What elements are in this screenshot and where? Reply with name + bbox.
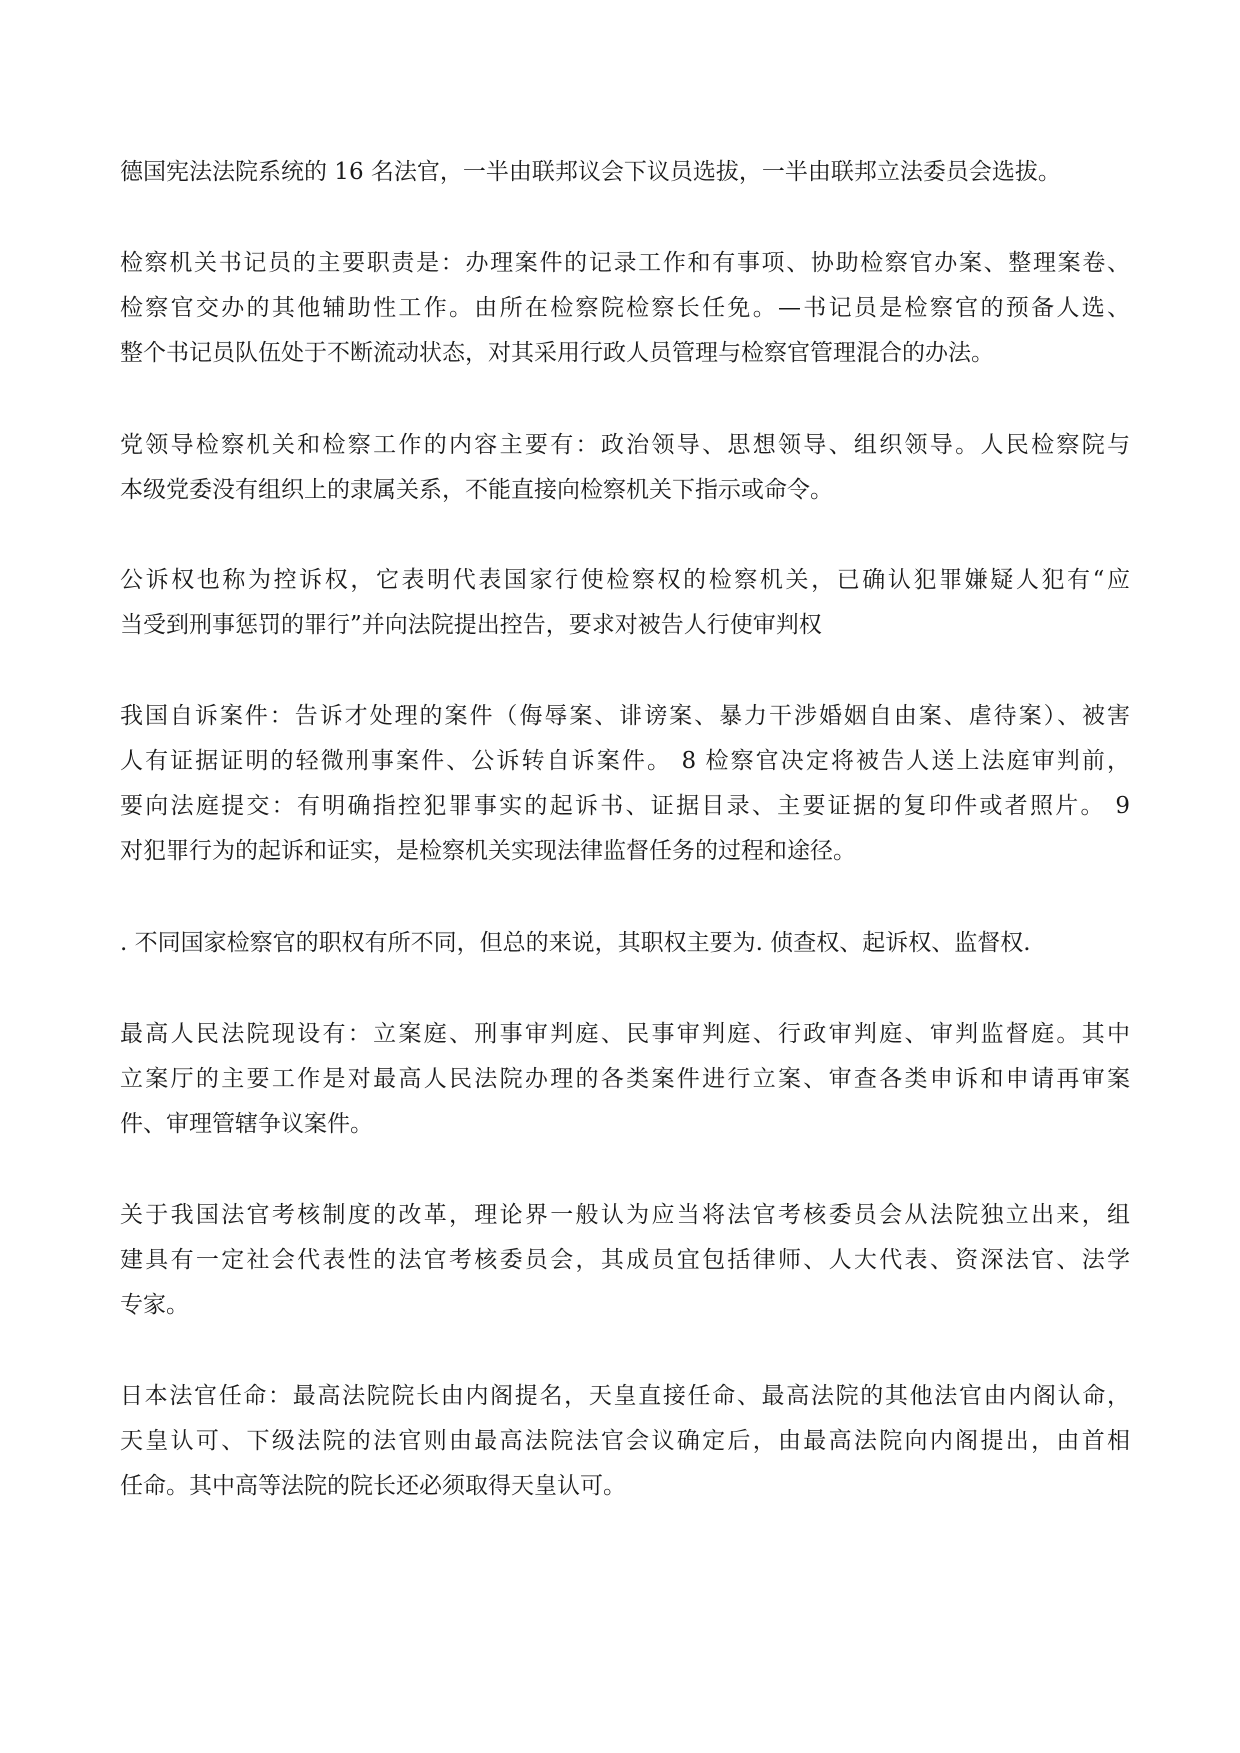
paragraph-prosecutor-powers	[120, 921, 1130, 966]
paragraph-private-prosecution-cases	[120, 694, 1130, 874]
paragraph-german-constitutional-court	[120, 150, 1130, 195]
text-line: 任命。其中高等法院的院长还必须取得天皇认可。	[120, 1473, 626, 1499]
text-line: . 不同国家检察官的职权有所不同，但总的来说，其职权主要为. 侦查权、起诉权、监督权.	[120, 930, 1031, 956]
text-line: 检察官交办的其他辅助性工作。由所在检察院检察长任免。—书记员是检察官的预备人选、	[120, 295, 1130, 321]
text-line: 本级党委没有组织上的隶属关系，不能直接向检察机关下指示或命令。	[120, 477, 833, 503]
paragraph-supreme-court-divisions	[120, 1012, 1130, 1147]
text-line: 天皇认可、下级法院的法官则由最高法院法官会议确定后，由最高法院向内阁提出，由首相	[120, 1428, 1130, 1454]
text-line: 德国宪法法院系统的 16 名法官，一半由联邦议会下议员选拔，一半由联邦立法委员会选拔。	[120, 159, 1061, 185]
text-line: 建具有一定社会代表性的法官考核委员会，其成员宜包括律师、人大代表、资深法官、法学	[120, 1247, 1130, 1273]
text-line: 关于我国法官考核制度的改革，理论界一般认为应当将法官考核委员会从法院独立出来，组	[120, 1202, 1130, 1228]
text-line: 公诉权也称为控诉权，它表明代表国家行使检察权的检察机关，已确认犯罪嫌疑人犯有“应	[120, 567, 1130, 593]
text-line: 整个书记员队伍处于不断流动状态，对其采用行政人员管理与检察官管理混合的办法。	[120, 340, 994, 366]
text-line: 日本法官任命：最高法院院长由内阁提名，天皇直接任命、最高法院的其他法官由内阁认命，	[120, 1383, 1130, 1409]
text-line: 最高人民法院现设有：立案庭、刑事审判庭、民事审判庭、行政审判庭、审判监督庭。其中	[120, 1021, 1130, 1047]
paragraph-japan-judge-appointment	[120, 1374, 1130, 1509]
text-line: 人有证据证明的轻微刑事案件、公诉转自诉案件。 8 检察官决定将被告人送上法庭审判前，	[120, 748, 1130, 774]
text-line: 立案厅的主要工作是对最高人民法院办理的各类案件进行立案、审查各类申诉和申请再审案	[120, 1066, 1130, 1092]
text-line: 党领导检察机关和检察工作的内容主要有：政治领导、思想领导、组织领导。人民检察院与	[120, 432, 1130, 458]
text-line: 要向法庭提交：有明确指控犯罪事实的起诉书、证据目录、主要证据的复印件或者照片。 9	[120, 793, 1130, 819]
paragraph-party-leadership	[120, 423, 1130, 513]
text-line: 件、审理管辖争议案件。	[120, 1111, 373, 1137]
text-line: 检察机关书记员的主要职责是：办理案件的记录工作和有事项、协助检察官办案、整理案卷、	[120, 250, 1130, 276]
paragraph-public-prosecution-right	[120, 558, 1130, 648]
text-line: 我国自诉案件：告诉才处理的案件（侮辱案、诽谤案、暴力干涉婚姻自由案、虐待案）、被害	[120, 703, 1130, 729]
paragraph-procuratorate-clerk-duties	[120, 241, 1130, 376]
paragraph-judge-assessment-reform	[120, 1193, 1130, 1328]
text-line: 专家。	[120, 1292, 189, 1318]
text-line: 当受到刑事惩罚的罪行”并向法院提出控告，要求对被告人行使审判权	[120, 612, 822, 638]
text-line: 对犯罪行为的起诉和证实，是检察机关实现法律监督任务的过程和途径。	[120, 838, 856, 864]
